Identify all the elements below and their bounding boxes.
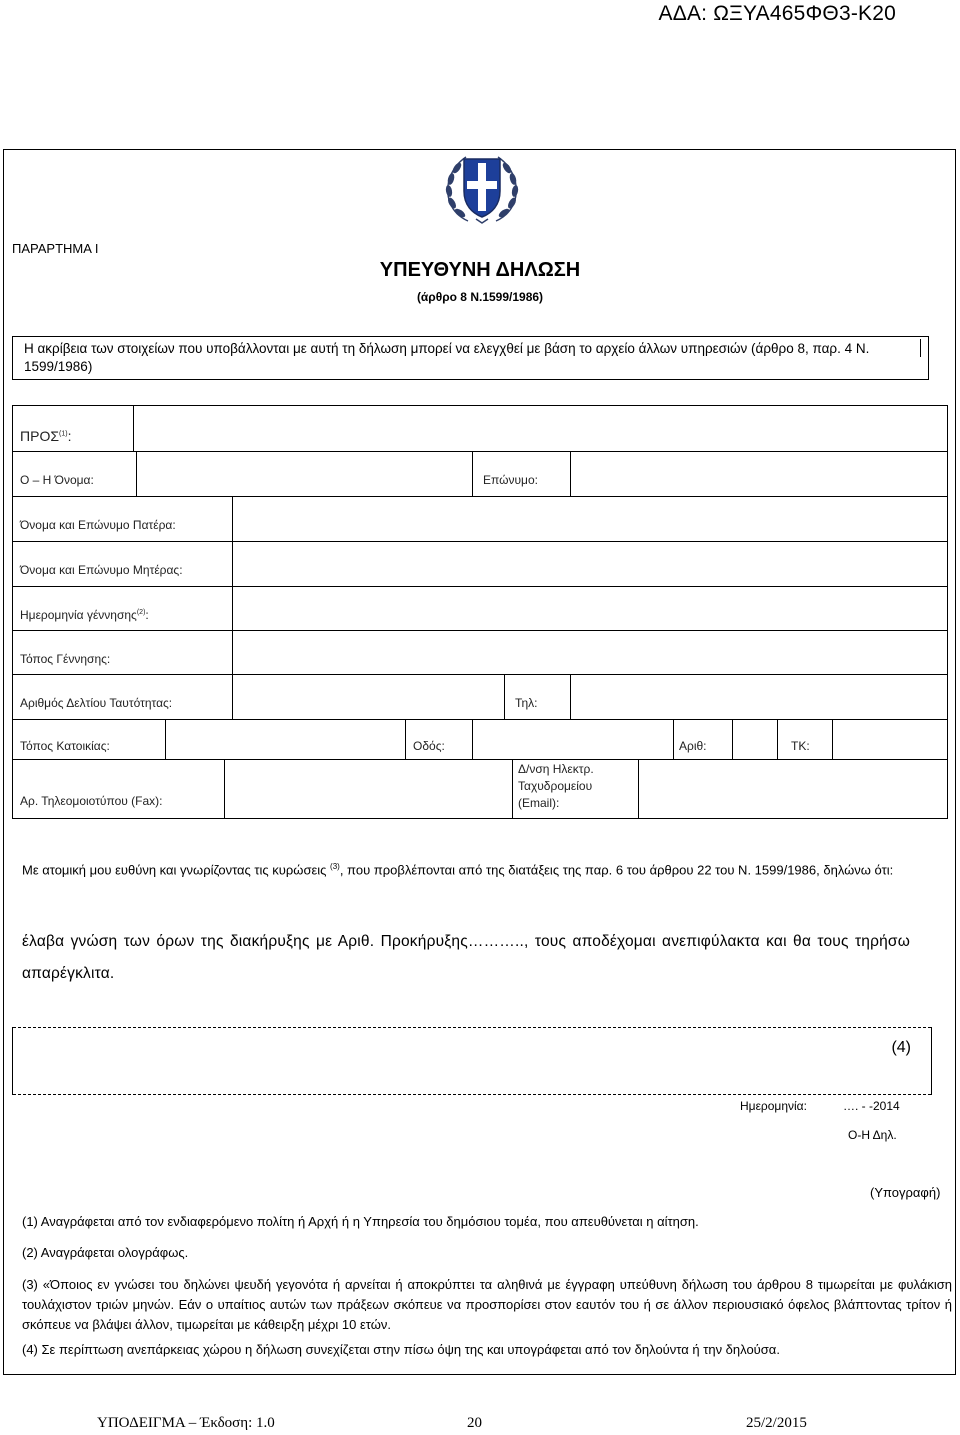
street-number-label: Αριθ: xyxy=(679,739,707,753)
first-name-label: Ο – Η Όνομα: xyxy=(20,473,94,487)
father-name-label: Όνομα και Επώνυμο Πατέρα: xyxy=(20,518,176,532)
document-subtitle: (άρθρο 8 Ν.1599/1986) xyxy=(416,290,544,304)
personal-details-table xyxy=(12,405,948,819)
footnote-3: (3) «Όποιος εν γνώσει του δηλώνει ψευδή γεγονότα ή αρνείται ή αποκρύπτει τα αληθινά με έγγραφη υπεύθυνη δήλωση του άρθρου 8 τιμωρείται με φυλάκιση τουλάχιστον τριών μηνών. Εάν ο υπαίτιος αυτών των πράξεων σκόπευε να προσπορίσει στον εαυτόν του ή σε άλλον περιουσιακό όφελος βλάπτοντας τρίτον ή σκόπευε να βλάψει άλλον, τιμωρείται με κάθειρξη μέχρι 10 ετών. xyxy=(22,1277,952,1332)
birth-place-label: Τόπος Γέννησης: xyxy=(20,652,111,666)
id-number-label: Αριθμός Δελτίου Ταυτότητας: xyxy=(20,696,173,710)
document-title: ΥΠΕΥΘΥΝΗ ΔΗΛΩΣΗ xyxy=(379,259,581,281)
footnote-marker-4: (4) xyxy=(891,1039,911,1056)
declaration-intro: Με ατομική μου ευθύνη και γνωρίζοντας τις κυρώσεις $^{(3)}$, που προβλέπονται από της διατάξεις της παρ. 6 του άρθρου 22 του Ν. 1599/1986, δηλώνω ότι: xyxy=(22,862,894,878)
last-name-label: Επώνυμο: xyxy=(483,473,538,487)
footer-template-version: ΥΠΟΔΕΙΓΜΑ – Έκδοση: 1.0 xyxy=(97,1415,275,1431)
date-value: …. - -2014 xyxy=(843,1099,900,1113)
footer-page-number: 20 xyxy=(467,1415,482,1431)
fax-label: Αρ. Τηλεομοιοτύπου (Fax): xyxy=(20,794,163,808)
dashed-line-bottom xyxy=(13,1094,931,1095)
ada-code: ΑΔΑ: ΩΞΥΑ465ΦΘ3-Κ20 xyxy=(658,2,896,25)
annex-label: ΠΑΡΑΡΤΗΜΑ Ι xyxy=(12,241,99,256)
declaration-continuation-box xyxy=(12,1027,932,1095)
greek-emblem-icon xyxy=(442,151,522,225)
footnote-1: (1) Αναγράφεται από τον ενδιαφερόμενο πολίτη ή Αρχή ή η Υπηρεσία του δημόσιου τομέα, που απευθύνεται η αίτηση. xyxy=(22,1214,699,1229)
signature-label: (Υπογραφή) xyxy=(870,1185,941,1200)
date-label: Ημερομηνία: xyxy=(740,1099,807,1113)
mother-name-label: Όνομα και Επώνυμο Μητέρας: xyxy=(20,563,183,577)
email-label: Δ/νση Ηλεκτρ. Ταχυδρομείου (Email): xyxy=(518,762,594,810)
notice-divider xyxy=(920,339,921,357)
declaration-text: έλαβα γνώση των όρων της διακήρυξης με Αριθ. Προκήρυξης……….., τους αποδέχομαι ανεπιφύλακτα και θα τους τηρήσω απαρέγκλιτα. xyxy=(22,933,910,982)
footnote-2: (2) Αναγράφεται ολογράφως. xyxy=(22,1245,189,1260)
notice-text: Η ακρίβεια των στοιχείων που υποβάλλονται με αυτή τη δήλωση μπορεί να ελεγχθεί με βάση το αρχείο άλλων υπηρεσιών (άρθρο 8, παρ. 4 Ν. 1599/1986) xyxy=(24,341,870,374)
footnote-4: (4) Σε περίπτωση ανεπάρκειας χώρου η δήλωση συνεχίζεται στην πίσω όψη της και υπογράφεται από τον δηλούντα ή την δηλούσα. xyxy=(22,1342,780,1357)
residence-label: Τόπος Κατοικίας: xyxy=(20,739,110,753)
declarer-label: Ο-Η Δηλ. xyxy=(848,1128,897,1142)
phone-label: Τηλ: xyxy=(515,696,538,710)
postal-code-label: ΤΚ: xyxy=(791,739,810,753)
to-label: ΠΡΟΣ$^{(1)}$: xyxy=(20,428,72,444)
footer-date: 25/2/2015 xyxy=(746,1415,807,1431)
dashed-line-top xyxy=(13,1027,931,1028)
street-label: Οδός: xyxy=(413,739,445,753)
birth-date-label: Ημερομηνία γέννησης$^{(2)}$: xyxy=(20,608,149,622)
